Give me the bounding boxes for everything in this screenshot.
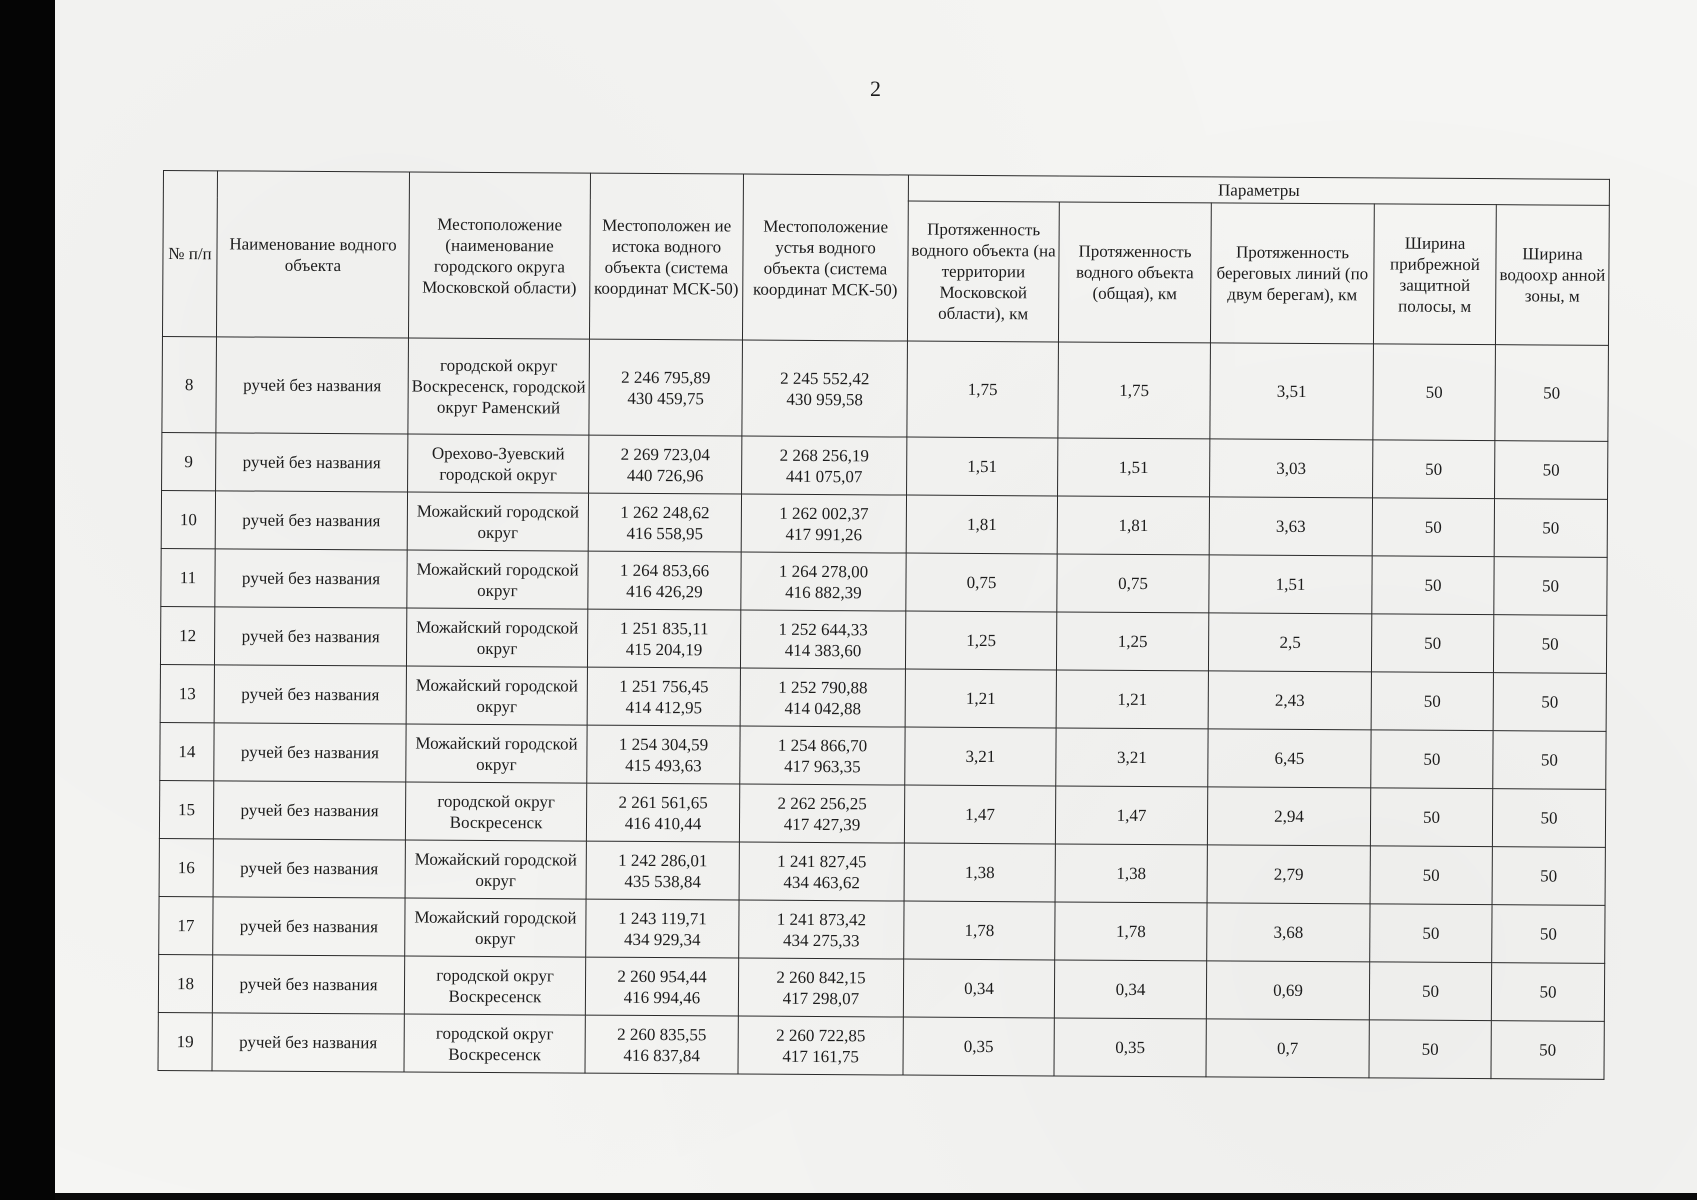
mouth-x: 2 245 552,42 — [780, 368, 870, 388]
cell-name: ручей без названия — [216, 433, 408, 492]
cell-shore: 2,94 — [1207, 787, 1370, 846]
cell-len-region: 1,47 — [904, 785, 1055, 844]
cell-num: 11 — [161, 548, 215, 606]
cell-name: ручей без названия — [214, 607, 406, 666]
cell-source — [587, 667, 740, 726]
cell-len-total: 0,35 — [1054, 1018, 1206, 1077]
mouth-x: 1 262 002,37 — [779, 503, 869, 523]
cell-num: 18 — [158, 954, 212, 1012]
cell-coastal-strip: 50 — [1369, 962, 1491, 1021]
cell-shore: 6,45 — [1208, 729, 1371, 788]
source-y: 414 412,95 — [625, 697, 703, 717]
cell-num: 15 — [159, 780, 213, 838]
header-len-region: Протяженность водного объекта (на территории Московской области), км — [907, 201, 1059, 342]
source-x: 2 260 954,44 — [617, 966, 707, 986]
cell-water-zone: 50 — [1491, 963, 1604, 1022]
cell-len-total: 1,75 — [1058, 342, 1211, 439]
source-x: 1 251 756,45 — [619, 676, 709, 696]
cell-source — [585, 957, 738, 1016]
source-y: 416 994,46 — [623, 987, 701, 1007]
page-number: 2 — [870, 76, 881, 101]
cell-len-region: 1,81 — [906, 495, 1057, 554]
cell-coastal-strip: 50 — [1369, 1020, 1491, 1079]
header-mouth: Местоположение устья водного объекта (система координат МСК-50) — [742, 174, 908, 341]
mouth-y: 441 075,07 — [785, 466, 863, 486]
cell-len-region: 1,75 — [907, 341, 1059, 438]
mouth-x: 1 254 866,70 — [777, 735, 868, 755]
cell-water-zone: 50 — [1495, 345, 1609, 442]
cell-len-total: 1,81 — [1057, 496, 1209, 555]
cell-num: 10 — [161, 490, 215, 548]
cell-location: Можайский городской округ — [407, 550, 588, 609]
cell-location: городской округ Воскресенск — [404, 1014, 585, 1073]
table-row — [159, 896, 1605, 963]
cell-len-total: 1,78 — [1055, 902, 1207, 961]
cell-source — [587, 725, 740, 784]
cell-source — [586, 841, 739, 900]
cell-mouth — [739, 900, 904, 959]
cell-name: ручей без названия — [216, 337, 409, 434]
header-source: Местоположен ие истока водного объекта (система координат МСК-50) — [589, 173, 743, 340]
mouth-y: 417 991,26 — [785, 524, 863, 544]
cell-mouth — [740, 668, 905, 727]
cell-mouth — [742, 340, 908, 437]
source-y: 416 837,84 — [623, 1045, 700, 1065]
cell-source — [588, 551, 741, 610]
cell-shore: 3,03 — [1210, 439, 1373, 498]
table-row — [162, 432, 1608, 499]
table-row — [160, 722, 1606, 789]
cell-mouth — [739, 784, 904, 843]
mouth-y: 430 959,58 — [786, 389, 863, 409]
cell-coastal-strip: 50 — [1370, 788, 1492, 847]
cell-len-total: 0,75 — [1057, 554, 1209, 613]
cell-num: 14 — [160, 722, 214, 780]
table-row — [160, 664, 1606, 731]
cell-location: Можайский городской округ — [406, 608, 587, 667]
cell-len-region: 1,51 — [907, 437, 1058, 496]
cell-num: 9 — [162, 432, 216, 490]
cell-name: ручей без названия — [213, 781, 405, 840]
cell-shore: 2,79 — [1207, 845, 1370, 904]
table-row — [161, 548, 1607, 615]
mouth-x: 2 260 722,85 — [776, 1025, 866, 1045]
cell-mouth — [740, 726, 905, 785]
header-location: Местоположение (наименование городского округа Московской области) — [408, 172, 590, 339]
cell-mouth — [741, 494, 906, 553]
cell-mouth — [742, 436, 907, 495]
cell-len-region: 0,35 — [903, 1017, 1054, 1076]
cell-len-total: 3,21 — [1056, 728, 1208, 787]
cell-mouth — [739, 842, 904, 901]
table-row — [161, 490, 1607, 557]
cell-shore: 2,5 — [1208, 613, 1371, 672]
water-objects-table — [157, 170, 1609, 1080]
cell-len-region: 3,21 — [905, 727, 1056, 786]
cell-water-zone: 50 — [1493, 673, 1606, 732]
cell-len-total: 1,25 — [1056, 612, 1208, 671]
table-row — [160, 606, 1606, 673]
cell-num: 19 — [158, 1012, 212, 1070]
mouth-x: 2 262 256,25 — [777, 793, 867, 813]
source-x: 2 261 561,65 — [618, 792, 708, 812]
mouth-x: 1 252 790,88 — [778, 677, 868, 697]
source-x: 1 251 835,11 — [619, 618, 709, 638]
scan-left-edge — [0, 0, 55, 1200]
source-y: 430 459,75 — [627, 388, 704, 408]
source-x: 1 264 853,66 — [619, 560, 710, 580]
cell-num: 17 — [159, 896, 213, 954]
source-y: 440 726,96 — [626, 465, 704, 485]
cell-location: Можайский городской округ — [406, 666, 587, 725]
scan-bottom-edge — [55, 1193, 1697, 1200]
cell-location: Можайский городской округ — [405, 840, 586, 899]
cell-len-total: 1,47 — [1055, 786, 1207, 845]
table-row — [162, 336, 1609, 441]
cell-len-total: 0,34 — [1054, 960, 1206, 1019]
source-x: 1 243 119,71 — [618, 908, 707, 928]
cell-shore: 3,51 — [1210, 343, 1374, 440]
cell-water-zone: 50 — [1493, 615, 1606, 674]
cell-shore: 2,43 — [1208, 671, 1371, 730]
cell-len-region: 0,75 — [906, 553, 1057, 612]
cell-shore: 0,7 — [1206, 1019, 1369, 1078]
cell-coastal-strip: 50 — [1371, 672, 1493, 731]
mouth-y: 434 463,62 — [783, 872, 860, 892]
source-x: 2 260 835,55 — [617, 1024, 707, 1044]
cell-water-zone: 50 — [1492, 905, 1605, 964]
cell-location: городской округ Воскресенск, городской округ Раменский — [408, 338, 590, 435]
cell-water-zone: 50 — [1491, 1021, 1604, 1080]
cell-name: ручей без названия — [212, 955, 404, 1014]
cell-name: ручей без названия — [213, 839, 405, 898]
header-num: № п/п — [162, 171, 217, 337]
header-params: Параметры — [908, 175, 1609, 205]
cell-coastal-strip: 50 — [1373, 344, 1496, 441]
cell-location: Можайский городской округ — [405, 898, 586, 957]
cell-name: ручей без названия — [212, 1013, 404, 1072]
cell-coastal-strip: 50 — [1371, 614, 1493, 673]
cell-coastal-strip: 50 — [1372, 498, 1494, 557]
source-y: 416 426,29 — [626, 581, 703, 601]
cell-source — [588, 493, 741, 552]
cell-name: ручей без названия — [215, 491, 407, 550]
cell-len-region: 1,21 — [905, 669, 1056, 728]
source-y: 416 410,44 — [624, 813, 702, 833]
cell-source — [586, 783, 739, 842]
cell-name: ручей без названия — [214, 665, 406, 724]
cell-coastal-strip: 50 — [1372, 556, 1494, 615]
table-row — [158, 954, 1604, 1021]
mouth-x: 1 252 644,33 — [778, 619, 868, 639]
cell-num: 16 — [159, 838, 213, 896]
table-row — [159, 838, 1605, 905]
table-row — [158, 1012, 1604, 1079]
cell-coastal-strip: 50 — [1370, 846, 1492, 905]
cell-len-total: 1,21 — [1056, 670, 1208, 729]
source-y: 416 558,95 — [626, 523, 704, 543]
mouth-y: 417 427,39 — [783, 814, 861, 834]
cell-mouth — [738, 1016, 903, 1075]
mouth-x: 2 260 842,15 — [776, 967, 866, 987]
cell-num: 12 — [160, 606, 214, 664]
cell-shore: 3,68 — [1207, 903, 1370, 962]
header-shore: Протяженность береговых линий (по двум берегам), км — [1210, 203, 1374, 344]
table-row — [159, 780, 1605, 847]
mouth-y: 414 042,88 — [784, 698, 862, 718]
cell-source — [586, 899, 739, 958]
cell-water-zone: 50 — [1494, 557, 1607, 616]
source-x: 2 246 795,89 — [621, 367, 711, 387]
header-coastal-strip: Ширина прибрежной защитной полосы, м — [1373, 204, 1496, 345]
cell-source — [585, 1015, 738, 1074]
cell-shore: 0,69 — [1206, 961, 1369, 1020]
cell-water-zone: 50 — [1495, 441, 1608, 500]
mouth-y: 416 882,39 — [785, 582, 862, 602]
source-x: 2 269 723,04 — [620, 444, 710, 464]
cell-mouth — [738, 958, 903, 1017]
cell-name: ручей без названия — [215, 549, 407, 608]
cell-len-region: 1,78 — [904, 901, 1055, 960]
cell-name: ручей без названия — [214, 723, 406, 782]
cell-location: Орехово-Зуевский городской округ — [408, 434, 589, 493]
cell-water-zone: 50 — [1493, 731, 1606, 790]
cell-coastal-strip: 50 — [1370, 904, 1492, 963]
source-y: 415 493,63 — [625, 755, 702, 775]
cell-coastal-strip: 50 — [1373, 440, 1495, 499]
mouth-x: 1 241 873,42 — [776, 909, 867, 929]
cell-len-total: 1,38 — [1055, 844, 1207, 903]
cell-shore: 3,63 — [1209, 497, 1372, 556]
mouth-y: 417 298,07 — [782, 988, 860, 1008]
cell-source — [587, 609, 740, 668]
header-water-zone: Ширина водоохр анной зоны, м — [1495, 205, 1609, 346]
cell-water-zone: 50 — [1494, 499, 1607, 558]
cell-len-region: 1,25 — [905, 611, 1056, 670]
source-y: 415 204,19 — [625, 639, 703, 659]
cell-water-zone: 50 — [1492, 789, 1605, 848]
header-name: Наименование водного объекта — [216, 171, 409, 338]
cell-len-total: 1,51 — [1058, 438, 1210, 497]
source-y: 434 929,34 — [624, 929, 701, 949]
source-x: 1 242 286,01 — [618, 850, 708, 870]
source-y: 435 538,84 — [624, 871, 701, 891]
mouth-y: 414 383,60 — [784, 640, 862, 660]
source-x: 1 254 304,59 — [618, 734, 709, 754]
cell-location: Можайский городской округ — [406, 724, 587, 783]
mouth-x: 2 268 256,19 — [779, 445, 869, 465]
cell-len-region: 1,38 — [904, 843, 1055, 902]
table-body — [158, 336, 1608, 1079]
cell-location: Можайский городской округ — [407, 492, 588, 551]
cell-shore: 1,51 — [1209, 555, 1372, 614]
mouth-y: 417 963,35 — [784, 756, 861, 776]
cell-name: ручей без названия — [213, 897, 405, 956]
header-len-total: Протяженность водного объекта (общая), км — [1058, 202, 1211, 343]
cell-source — [589, 339, 743, 436]
cell-num: 8 — [162, 336, 217, 432]
mouth-y: 417 161,75 — [782, 1046, 859, 1066]
cell-mouth — [740, 610, 905, 669]
mouth-x: 1 241 827,45 — [777, 851, 867, 871]
cell-num: 13 — [160, 664, 214, 722]
mouth-x: 1 264 278,00 — [778, 561, 869, 581]
cell-mouth — [741, 552, 906, 611]
cell-location: городской округ Воскресенск — [404, 956, 585, 1015]
cell-coastal-strip: 50 — [1371, 730, 1493, 789]
cell-location: городской округ Воскресенск — [405, 782, 586, 841]
mouth-y: 434 275,33 — [783, 930, 860, 950]
cell-water-zone: 50 — [1492, 847, 1605, 906]
source-x: 1 262 248,62 — [620, 502, 710, 522]
cell-source — [589, 435, 742, 494]
cell-len-region: 0,34 — [903, 959, 1054, 1018]
